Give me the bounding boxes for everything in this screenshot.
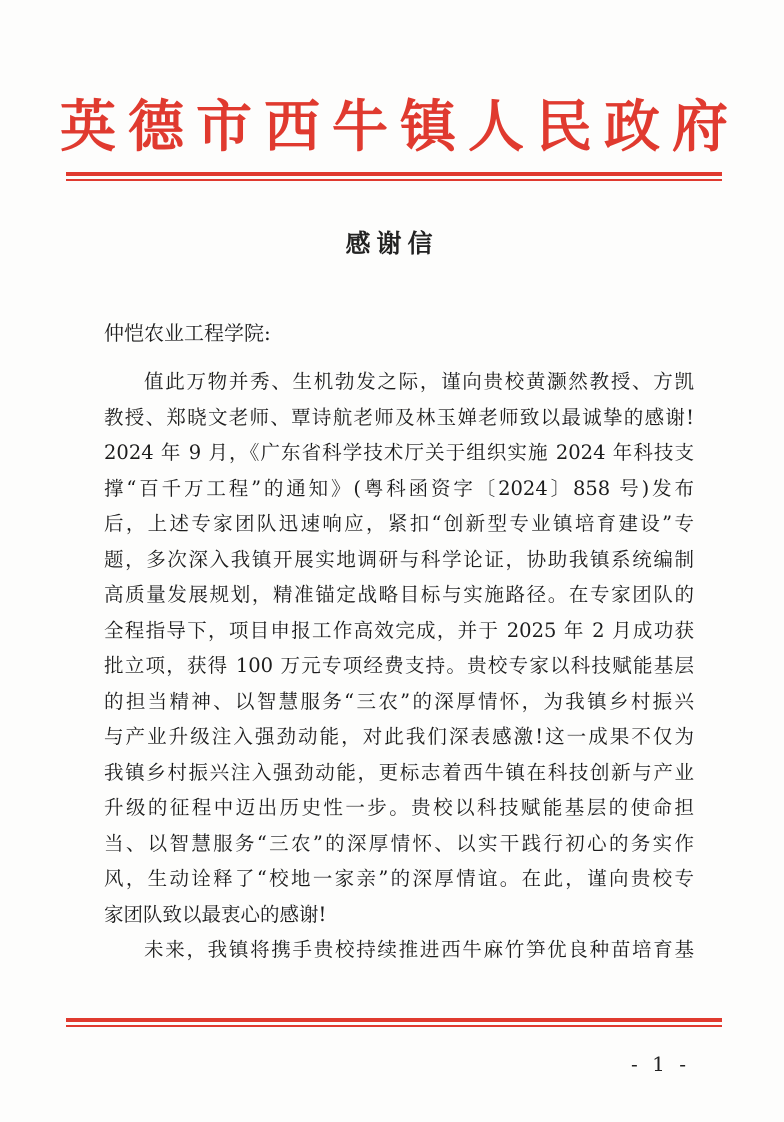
body-line: 风，生动诠释了“校地一家亲”的深厚情谊。在此，谨向贵校专 bbox=[104, 867, 694, 890]
body-line: 批立项，获得 100 万元专项经费支持。贵校专家以科技赋能基层 bbox=[104, 654, 694, 677]
body-line: 2024 年 9 月，《广东省科学技术厅关于组织实施 2024 年科技支 bbox=[104, 441, 694, 464]
salutation: 仲恺农业工程学院: bbox=[104, 321, 271, 345]
body-line: 未来，我镇将携手贵校持续推进西牛麻竹笋优良种苗培育基 bbox=[144, 938, 694, 961]
body-line: 高质量发展规划，精准锚定战略目标与实施路径。在专家团队的 bbox=[104, 583, 694, 606]
body-line: 的担当精神、以智慧服务“三农”的深厚情怀，为我镇乡村振兴 bbox=[104, 689, 694, 713]
footer-rule-thin bbox=[66, 1025, 722, 1027]
document-title: 感谢信 bbox=[345, 229, 439, 258]
issuer-header: 英德市西牛镇人民政府 bbox=[60, 94, 740, 160]
body-line: 升级的征程中迈出历史性一步。贵校以科技赋能基层的使命担 bbox=[104, 796, 694, 819]
body-line: 值此万物并秀、生机勃发之际，谨向贵校黄灏然教授、方凯 bbox=[144, 370, 694, 393]
body-line: 当、以智慧服务“三农”的深厚情怀、以实干践行初心的务实作 bbox=[104, 831, 694, 855]
body-line: 题，多次深入我镇开展实地调研与科学论证，协助我镇系统编制 bbox=[104, 547, 694, 571]
body-line: 与产业升级注入强劲动能，对此我们深表感激!这一成果不仅为 bbox=[104, 725, 694, 748]
page-number: - 1 - bbox=[631, 1052, 690, 1076]
header-rule-thick bbox=[66, 172, 722, 176]
body-line: 家团队致以最衷心的感谢! bbox=[104, 902, 327, 926]
footer-rule-thick bbox=[66, 1018, 722, 1022]
body-line: 教授、郑晓文老师、覃诗航老师及林玉婵老师致以最诚挚的感谢! bbox=[104, 405, 694, 429]
header-rule-thin bbox=[66, 179, 722, 181]
body-line: 我镇乡村振兴注入强劲动能，更标志着西牛镇在科技创新与产业 bbox=[104, 760, 694, 784]
letter-body bbox=[104, 364, 694, 968]
body-line: 全程指导下，项目申报工作高效完成，并于 2025 年 2 月成功获 bbox=[104, 618, 694, 642]
body-line: 撑“百千万工程”的通知》(粤科函资字〔2024〕858 号)发布 bbox=[104, 476, 694, 500]
body-line: 后，上述专家团队迅速响应，紧扣“创新型专业镇培育建设”专 bbox=[104, 512, 694, 535]
